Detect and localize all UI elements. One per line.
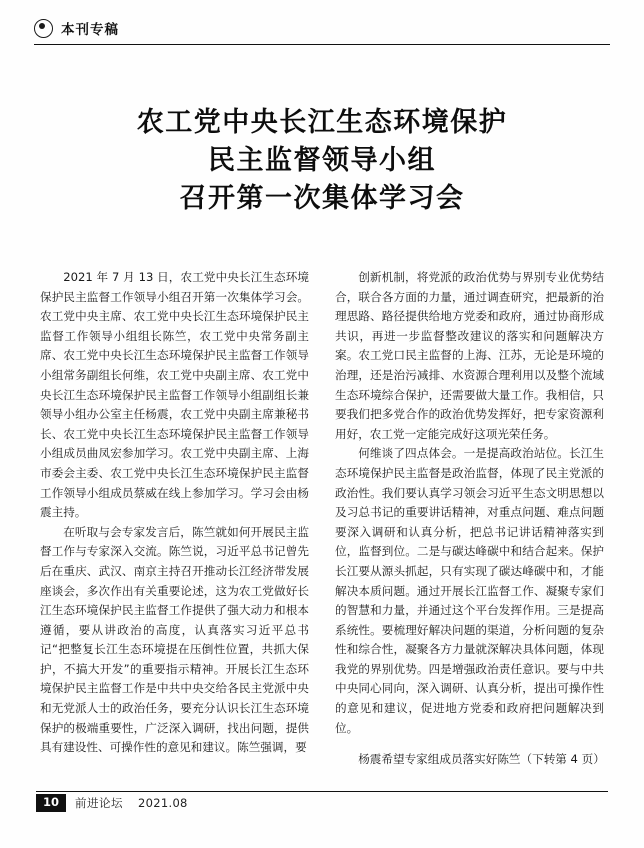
column-left [40,268,309,781]
article-title-line-3: 召开第一次集体学习会 [179,183,465,214]
page-number: 10 [36,794,66,812]
column-right [335,268,604,781]
article-title-line-1: 农工党中央长江生态环境保护 [136,107,508,138]
section-header [34,18,119,38]
bullet-circle-icon [34,19,53,38]
paragraph: 创新机制，将党派的政治优势与界别专业优势结合，联合各方面的力量，通过调查研究，把最新的治理思路、路径提供给地方党委和政府，通过协商形成共识，再进一步监督整改建议的落实和问题解决方案。农工党口民主监督的上海、江苏，无论是环境的治理，还是治污减排、水资源合理利用以及整个流域生态环境综合保护，还需要做大量工作。我相信，只要我们把多党合作的政治优势发挥好，把专家资源利用好，农工党一定能完成好这项光荣任务。 [335,270,604,441]
section-header-label: 本刊专稿 [61,22,119,38]
header-divider [34,44,610,45]
footer-divider [36,791,608,792]
continuation-note: 杨震希望专家组成员落实好陈竺（下转第 4 页） [358,751,605,766]
page-footer [36,794,188,812]
paragraph: 2021 年 7 月 13 日，农工党中央长江生态环境保护民主监督工作领导小组召开第一次集体学习会。农工党中央主席、农工党中央长江生态环境保护民主监督工作领导小组组长陈竺，农工党中央常务副主席、农工党中央长江生态环境保护民主监督工作领导小组常务副组长何维，农工党中央副主席、农工党中央长江生态环境保护民主监督工作领导小组副组长兼领导小组办公室主任杨震，农工党中央副主席兼秘书长、农工党中央长江生态环境保护民主监督工作领导小组成员曲凤宏参加学习。农工党中央副主席、上海市委会主委、农工党中央长江生态环境保护民主监督工作领导小组成员蔡威在线上参加学习。学习会由杨震主持。 [40,270,309,520]
publication-name: 前进论坛 [75,796,124,810]
article-body [40,268,604,781]
article-title-line-2: 民主监督领导小组 [208,145,436,176]
paragraph: 何维谈了四点体会。一是提高政治站位。长江生态环境保护民主监督是政治监督，体现了民主党派的政治性。我们要认真学习领会习近平生态文明思想以及习总书记的重要讲话精神，对重点问题、难点问题要深入调研和认真分析，把总书记讲话精神落实到位，监督到位。二是与碳达峰碳中和结合起来。保护长江要从源头抓起，只有实现了碳达峰碳中和，才能解决本质问题。通过开展长江监督工作、凝聚专家们的智慧和力量，并通过这个平台发挥作用。三是提高系统性。要梳理好解决问题的渠道，分析问题的复杂性和综合性，凝聚各方力量就深解决具体问题，体现我党的界别优势。四是增强政治责任意识。要与中共中央同心同向，深入调研、认真分析，提出可操作性的意见和建议，促进地方党委和政府把问题解决到位。 [335,446,604,735]
issue-date: 2021.08 [138,796,188,810]
paragraph: 在听取与会专家发言后，陈竺就如何开展民主监督工作与专家深入交流。陈竺说，习近平总书记曾先后在重庆、武汉、南京主持召开推动长江经济带发展座谈会，多次作出有关重要论述，这为农工党做好长江生态环境保护民主监督工作提供了强大动力和根本遵循，要从讲政治的高度，认真落实习近平总书记“把整复长江生态环境提在压倒性位置，共抓大保护，不搞大开发”的重要指示精神。开展长江生态环境保护民主监督工作是中共中央交给各民主党派中央和无党派人士的政治任务，要充分认识长江生态环境保护的极端重要性，广泛深入调研，找出问题，提供具有建设性、可操作性的意见和建议。陈竺强调，要 [40,524,309,755]
article-title [0,104,644,218]
